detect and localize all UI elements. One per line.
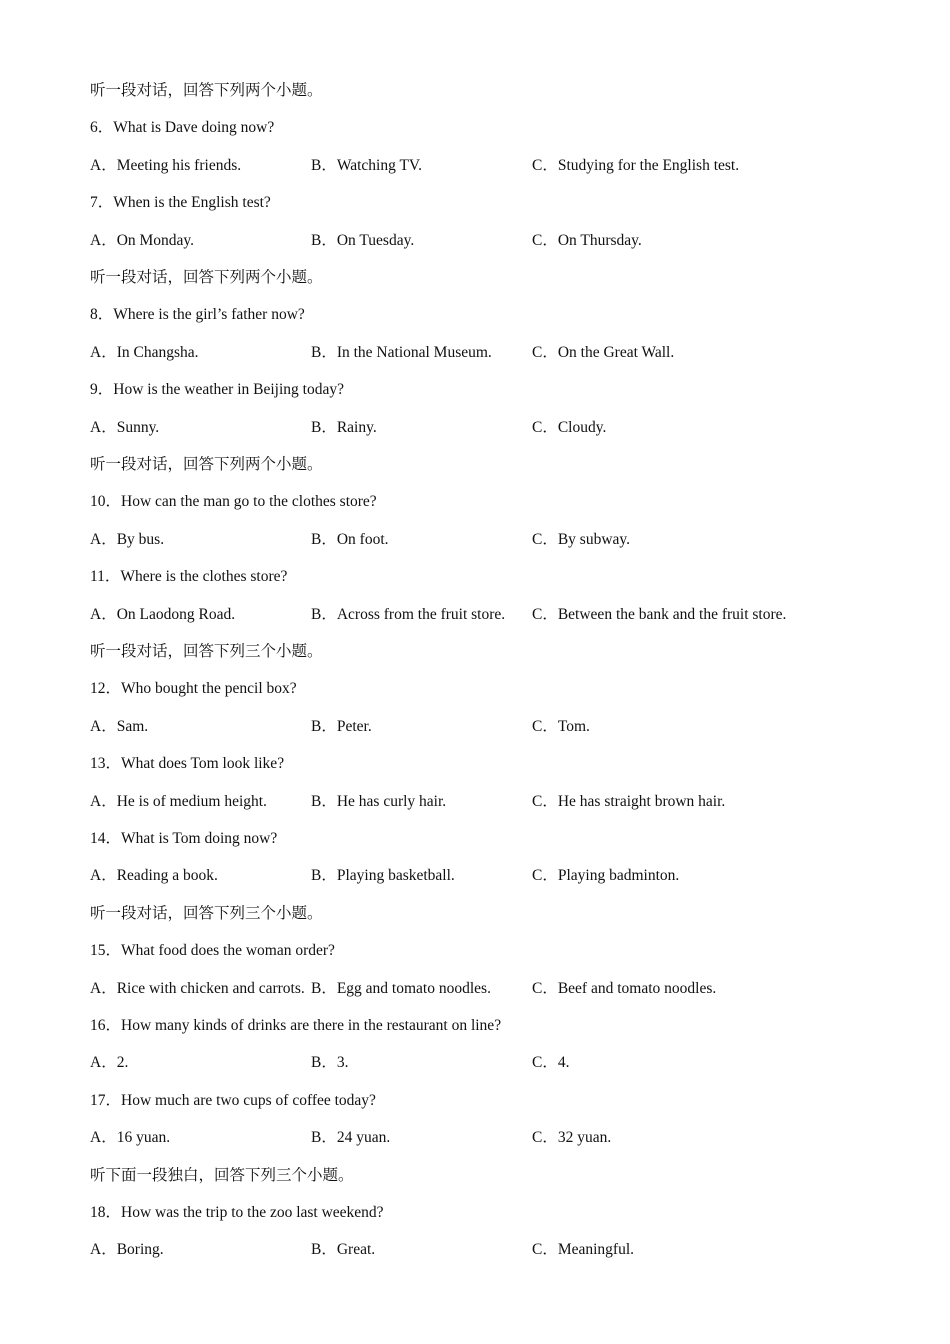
question-text: 8．Where is the girl’s father now? xyxy=(90,306,305,324)
option-b: B．3. xyxy=(311,1054,349,1072)
option-c: C．4. xyxy=(532,1054,570,1072)
option-b: B．Playing basketball. xyxy=(311,867,455,885)
option-c: C．He has straight brown hair. xyxy=(532,792,726,810)
option-b: B．On Tuesday. xyxy=(311,231,415,249)
option-b: B．Across from the fruit store. xyxy=(311,605,506,623)
question-text: 14．What is Tom doing now? xyxy=(90,830,278,847)
option-c: C．By subway. xyxy=(532,530,631,548)
option-a: A．Meeting his friends. xyxy=(90,156,242,174)
section-instruction: 听一段对话，回答下列两个小题。 xyxy=(90,269,323,286)
option-b: B．Peter. xyxy=(311,717,372,735)
question-text: 17．How much are two cups of coffee today? xyxy=(90,1091,376,1109)
option-c: C．Meaningful. xyxy=(532,1241,635,1259)
option-a: A．On Monday. xyxy=(90,231,195,249)
question-text: 11．Where is the clothes store? xyxy=(90,568,288,586)
option-b: B．Egg and tomato noodles. xyxy=(311,979,491,997)
option-b: B．He has curly hair. xyxy=(311,792,447,810)
answer-options xyxy=(90,1051,870,1075)
option-c: C．On Thursday. xyxy=(532,231,642,249)
answer-options xyxy=(90,229,870,253)
question-text: 9．How is the weather in Beijing today? xyxy=(90,381,344,399)
option-a: A．Sam. xyxy=(90,717,149,735)
answer-options xyxy=(90,528,870,552)
option-b: B．24 yuan. xyxy=(311,1129,391,1147)
question-text: 12．Who bought the pencil box? xyxy=(90,680,297,698)
option-b: B．Watching TV. xyxy=(311,156,422,174)
question-text: 16．How many kinds of drinks are there in the restaurant on line? xyxy=(90,1017,502,1034)
section-instruction: 听一段对话，回答下列三个小题。 xyxy=(90,643,323,660)
option-a: A．Reading a book. xyxy=(90,867,218,885)
option-c: C．Tom. xyxy=(532,717,590,735)
option-b: B．On foot. xyxy=(311,530,389,548)
option-a: A．He is of medium height. xyxy=(90,792,267,810)
answer-options xyxy=(90,864,870,888)
answer-options xyxy=(90,416,870,440)
option-a: A．By bus. xyxy=(90,530,165,548)
option-b: B．Great. xyxy=(311,1241,376,1259)
option-a: A．2. xyxy=(90,1054,129,1072)
question-text: 10．How can the man go to the clothes store? xyxy=(90,493,377,511)
answer-options xyxy=(90,1126,870,1150)
question-text: 15．What food does the woman order? xyxy=(90,942,335,960)
answer-options xyxy=(90,1238,870,1262)
question-text: 13．What does Tom look like? xyxy=(90,755,285,773)
option-c: C．Beef and tomato noodles. xyxy=(532,979,717,997)
section-instruction: 听下面一段独白，回答下列三个小题。 xyxy=(90,1166,354,1184)
section-instruction: 听一段对话，回答下列两个小题。 xyxy=(90,456,323,473)
option-c: C．Cloudy. xyxy=(532,418,607,436)
question-text: 6．What is Dave doing now? xyxy=(90,119,275,137)
question-text: 7．When is the English test? xyxy=(90,194,271,212)
option-a: A．Boring. xyxy=(90,1241,164,1259)
answer-options xyxy=(90,715,870,739)
option-a: A．Sunny. xyxy=(90,418,160,436)
option-a: A．In Changsha. xyxy=(90,343,199,361)
answer-options xyxy=(90,341,870,365)
option-a: A．Rice with chicken and carrots. xyxy=(90,979,305,997)
section-instruction: 听一段对话，回答下列三个小题。 xyxy=(90,904,323,922)
option-a: A．16 yuan. xyxy=(90,1129,171,1147)
answer-options xyxy=(90,154,870,178)
answer-options xyxy=(90,977,870,1001)
option-a: A．On Laodong Road. xyxy=(90,605,236,623)
answer-options xyxy=(90,603,870,627)
section-instruction: 听一段对话，回答下列两个小题。 xyxy=(90,82,323,99)
option-c: C．Between the bank and the fruit store. xyxy=(532,605,787,623)
option-b: B．Rainy. xyxy=(311,418,377,436)
option-b: B．In the National Museum. xyxy=(311,343,492,361)
option-c: C．32 yuan. xyxy=(532,1129,612,1147)
option-c: C．Studying for the English test. xyxy=(532,156,740,174)
question-text: 18．How was the trip to the zoo last weekend? xyxy=(90,1204,384,1221)
option-c: C．Playing badminton. xyxy=(532,867,680,885)
option-c: C．On the Great Wall. xyxy=(532,343,675,361)
answer-options xyxy=(90,790,870,814)
